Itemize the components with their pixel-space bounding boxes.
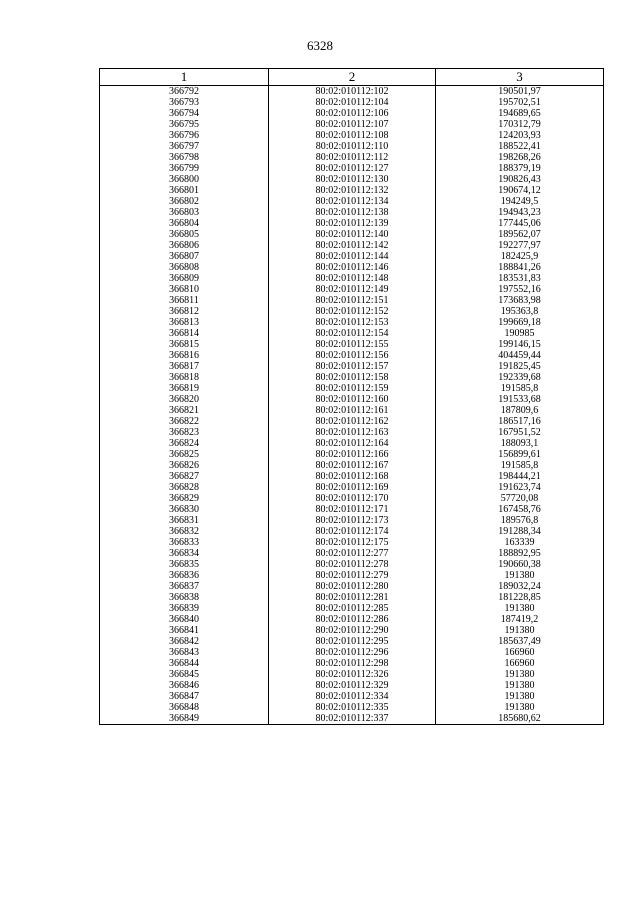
- value-cell: 189562,07: [436, 229, 604, 240]
- cadastral-number-cell: 80:02:010112:326: [269, 669, 436, 680]
- cadastral-number-cell: 80:02:010112:154: [269, 328, 436, 339]
- cadastral-number-cell: 80:02:010112:277: [269, 548, 436, 559]
- table-row: [100, 427, 604, 438]
- cadastral-number-cell: 80:02:010112:106: [269, 108, 436, 119]
- value-cell: 156899,61: [436, 449, 604, 460]
- data-table: [99, 68, 604, 725]
- table-row: [100, 240, 604, 251]
- cadastral-number-cell: 80:02:010112:279: [269, 570, 436, 581]
- table-row: [100, 372, 604, 383]
- table-row: [100, 570, 604, 581]
- cadastral-number-cell: 80:02:010112:138: [269, 207, 436, 218]
- cadastral-number-cell: 80:02:010112:110: [269, 141, 436, 152]
- cadastral-number-cell: 80:02:010112:127: [269, 163, 436, 174]
- table-row: [100, 152, 604, 163]
- value-cell: 191380: [436, 625, 604, 636]
- row-number-cell: 366846: [100, 680, 269, 691]
- cadastral-number-cell: 80:02:010112:335: [269, 702, 436, 713]
- cadastral-number-cell: 80:02:010112:144: [269, 251, 436, 262]
- table-row: [100, 339, 604, 350]
- cadastral-number-cell: 80:02:010112:164: [269, 438, 436, 449]
- row-number-cell: 366796: [100, 130, 269, 141]
- table-row: [100, 405, 604, 416]
- value-cell: 167951,52: [436, 427, 604, 438]
- row-number-cell: 366834: [100, 548, 269, 559]
- row-number-cell: 366809: [100, 273, 269, 284]
- table-row: [100, 262, 604, 273]
- table-row: [100, 251, 604, 262]
- table-row: [100, 537, 604, 548]
- value-cell: 188892,95: [436, 548, 604, 559]
- value-cell: 191585,8: [436, 383, 604, 394]
- row-number-cell: 366839: [100, 603, 269, 614]
- row-number-cell: 366841: [100, 625, 269, 636]
- table-row: [100, 97, 604, 108]
- value-cell: 185680,62: [436, 713, 604, 725]
- value-cell: 167458,76: [436, 504, 604, 515]
- cadastral-number-cell: 80:02:010112:112: [269, 152, 436, 163]
- row-number-cell: 366797: [100, 141, 269, 152]
- cadastral-number-cell: 80:02:010112:298: [269, 658, 436, 669]
- row-number-cell: 366830: [100, 504, 269, 515]
- row-number-cell: 366847: [100, 691, 269, 702]
- row-number-cell: 366825: [100, 449, 269, 460]
- row-number-cell: 366833: [100, 537, 269, 548]
- cadastral-number-cell: 80:02:010112:148: [269, 273, 436, 284]
- table-row: [100, 119, 604, 130]
- value-cell: 173683,98: [436, 295, 604, 306]
- value-cell: 189576,8: [436, 515, 604, 526]
- column-header-1: 1: [100, 69, 269, 86]
- cadastral-number-cell: 80:02:010112:161: [269, 405, 436, 416]
- table-row: [100, 515, 604, 526]
- table-row: [100, 350, 604, 361]
- row-number-cell: 366827: [100, 471, 269, 482]
- value-cell: 191380: [436, 702, 604, 713]
- row-number-cell: 366811: [100, 295, 269, 306]
- table-row: [100, 493, 604, 504]
- table-header-row: [100, 69, 604, 86]
- table-row: [100, 504, 604, 515]
- cadastral-number-cell: 80:02:010112:170: [269, 493, 436, 504]
- row-number-cell: 366818: [100, 372, 269, 383]
- row-number-cell: 366808: [100, 262, 269, 273]
- table-row: [100, 196, 604, 207]
- table-row: [100, 691, 604, 702]
- table-row: [100, 680, 604, 691]
- row-number-cell: 366837: [100, 581, 269, 592]
- table-row: [100, 229, 604, 240]
- row-number-cell: 366794: [100, 108, 269, 119]
- cadastral-number-cell: 80:02:010112:102: [269, 86, 436, 98]
- row-number-cell: 366819: [100, 383, 269, 394]
- row-number-cell: 366800: [100, 174, 269, 185]
- cadastral-number-cell: 80:02:010112:167: [269, 460, 436, 471]
- cadastral-number-cell: 80:02:010112:168: [269, 471, 436, 482]
- table-row: [100, 548, 604, 559]
- cadastral-number-cell: 80:02:010112:281: [269, 592, 436, 603]
- table-row: [100, 185, 604, 196]
- row-number-cell: 366836: [100, 570, 269, 581]
- cadastral-number-cell: 80:02:010112:130: [269, 174, 436, 185]
- table-row: [100, 559, 604, 570]
- table-row: [100, 361, 604, 372]
- table-row: [100, 416, 604, 427]
- row-number-cell: 366807: [100, 251, 269, 262]
- cadastral-number-cell: 80:02:010112:173: [269, 515, 436, 526]
- table-row: [100, 449, 604, 460]
- value-cell: 185637,49: [436, 636, 604, 647]
- cadastral-number-cell: 80:02:010112:153: [269, 317, 436, 328]
- table-row: [100, 713, 604, 725]
- value-cell: 189032,24: [436, 581, 604, 592]
- table-row: [100, 86, 604, 98]
- row-number-cell: 366832: [100, 526, 269, 537]
- value-cell: 190660,38: [436, 559, 604, 570]
- value-cell: 57720,08: [436, 493, 604, 504]
- value-cell: 191380: [436, 570, 604, 581]
- table-row: [100, 702, 604, 713]
- table-row: [100, 669, 604, 680]
- table-row: [100, 284, 604, 295]
- value-cell: 177445,06: [436, 218, 604, 229]
- value-cell: 183531,83: [436, 273, 604, 284]
- row-number-cell: 366817: [100, 361, 269, 372]
- table-row: [100, 614, 604, 625]
- cadastral-number-cell: 80:02:010112:146: [269, 262, 436, 273]
- cadastral-number-cell: 80:02:010112:166: [269, 449, 436, 460]
- row-number-cell: 366806: [100, 240, 269, 251]
- value-cell: 191380: [436, 669, 604, 680]
- value-cell: 191533,68: [436, 394, 604, 405]
- row-number-cell: 366842: [100, 636, 269, 647]
- cadastral-number-cell: 80:02:010112:152: [269, 306, 436, 317]
- cadastral-number-cell: 80:02:010112:158: [269, 372, 436, 383]
- row-number-cell: 366849: [100, 713, 269, 725]
- value-cell: 191380: [436, 603, 604, 614]
- row-number-cell: 366816: [100, 350, 269, 361]
- cadastral-number-cell: 80:02:010112:337: [269, 713, 436, 725]
- value-cell: 194689,65: [436, 108, 604, 119]
- cadastral-number-cell: 80:02:010112:159: [269, 383, 436, 394]
- cadastral-number-cell: 80:02:010112:155: [269, 339, 436, 350]
- row-number-cell: 366822: [100, 416, 269, 427]
- cadastral-number-cell: 80:02:010112:290: [269, 625, 436, 636]
- table-row: [100, 625, 604, 636]
- cadastral-number-cell: 80:02:010112:329: [269, 680, 436, 691]
- cadastral-number-cell: 80:02:010112:285: [269, 603, 436, 614]
- cadastral-number-cell: 80:02:010112:160: [269, 394, 436, 405]
- row-number-cell: 366824: [100, 438, 269, 449]
- row-number-cell: 366802: [100, 196, 269, 207]
- cadastral-number-cell: 80:02:010112:280: [269, 581, 436, 592]
- row-number-cell: 366815: [100, 339, 269, 350]
- row-number-cell: 366820: [100, 394, 269, 405]
- table-row: [100, 174, 604, 185]
- row-number-cell: 366826: [100, 460, 269, 471]
- row-number-cell: 366844: [100, 658, 269, 669]
- row-number-cell: 366814: [100, 328, 269, 339]
- value-cell: 191623,74: [436, 482, 604, 493]
- table-row: [100, 636, 604, 647]
- cadastral-number-cell: 80:02:010112:104: [269, 97, 436, 108]
- value-cell: 166960: [436, 658, 604, 669]
- table-row: [100, 658, 604, 669]
- cadastral-number-cell: 80:02:010112:334: [269, 691, 436, 702]
- cadastral-number-cell: 80:02:010112:107: [269, 119, 436, 130]
- value-cell: 166960: [436, 647, 604, 658]
- value-cell: 170312,79: [436, 119, 604, 130]
- cadastral-number-cell: 80:02:010112:296: [269, 647, 436, 658]
- table-row: [100, 108, 604, 119]
- page-number: 6328: [307, 38, 333, 53]
- value-cell: 187809,6: [436, 405, 604, 416]
- row-number-cell: 366845: [100, 669, 269, 680]
- row-number-cell: 366823: [100, 427, 269, 438]
- cadastral-number-cell: 80:02:010112:142: [269, 240, 436, 251]
- value-cell: 198444,21: [436, 471, 604, 482]
- row-number-cell: 366795: [100, 119, 269, 130]
- cadastral-number-cell: 80:02:010112:163: [269, 427, 436, 438]
- cadastral-number-cell: 80:02:010112:156: [269, 350, 436, 361]
- value-cell: 192339,68: [436, 372, 604, 383]
- value-cell: 163339: [436, 537, 604, 548]
- row-number-cell: 366804: [100, 218, 269, 229]
- cadastral-number-cell: 80:02:010112:157: [269, 361, 436, 372]
- value-cell: 190501,97: [436, 86, 604, 98]
- cadastral-number-cell: 80:02:010112:175: [269, 537, 436, 548]
- row-number-cell: 366838: [100, 592, 269, 603]
- cadastral-number-cell: 80:02:010112:134: [269, 196, 436, 207]
- table-body: [100, 86, 604, 725]
- row-number-cell: 366840: [100, 614, 269, 625]
- table-row: [100, 163, 604, 174]
- row-number-cell: 366813: [100, 317, 269, 328]
- table-row: [100, 383, 604, 394]
- value-cell: 190826,43: [436, 174, 604, 185]
- cadastral-number-cell: 80:02:010112:286: [269, 614, 436, 625]
- column-header-3: 3: [436, 69, 604, 86]
- row-number-cell: 366812: [100, 306, 269, 317]
- cadastral-number-cell: 80:02:010112:151: [269, 295, 436, 306]
- row-number-cell: 366835: [100, 559, 269, 570]
- table-row: [100, 141, 604, 152]
- cadastral-number-cell: 80:02:010112:132: [269, 185, 436, 196]
- value-cell: 191825,45: [436, 361, 604, 372]
- value-cell: 199146,15: [436, 339, 604, 350]
- table-row: [100, 460, 604, 471]
- value-cell: 182425,9: [436, 251, 604, 262]
- value-cell: 186517,16: [436, 416, 604, 427]
- row-number-cell: 366798: [100, 152, 269, 163]
- table-row: [100, 647, 604, 658]
- table-row: [100, 295, 604, 306]
- row-number-cell: 366848: [100, 702, 269, 713]
- value-cell: 181228,85: [436, 592, 604, 603]
- value-cell: 188841,26: [436, 262, 604, 273]
- value-cell: 194943,23: [436, 207, 604, 218]
- table-row: [100, 394, 604, 405]
- cadastral-number-cell: 80:02:010112:174: [269, 526, 436, 537]
- table-row: [100, 130, 604, 141]
- value-cell: 197552,16: [436, 284, 604, 295]
- table-row: [100, 482, 604, 493]
- row-number-cell: 366799: [100, 163, 269, 174]
- row-number-cell: 366801: [100, 185, 269, 196]
- cadastral-number-cell: 80:02:010112:171: [269, 504, 436, 515]
- value-cell: 188093,1: [436, 438, 604, 449]
- table-row: [100, 471, 604, 482]
- table-row: [100, 273, 604, 284]
- row-number-cell: 366821: [100, 405, 269, 416]
- table-row: [100, 317, 604, 328]
- row-number-cell: 366828: [100, 482, 269, 493]
- cadastral-number-cell: 80:02:010112:108: [269, 130, 436, 141]
- row-number-cell: 366843: [100, 647, 269, 658]
- table-row: [100, 526, 604, 537]
- value-cell: 190985: [436, 328, 604, 339]
- cadastral-number-cell: 80:02:010112:140: [269, 229, 436, 240]
- table-row: [100, 603, 604, 614]
- value-cell: 195363,8: [436, 306, 604, 317]
- value-cell: 404459,44: [436, 350, 604, 361]
- value-cell: 191288,34: [436, 526, 604, 537]
- cadastral-number-cell: 80:02:010112:295: [269, 636, 436, 647]
- value-cell: 124203,93: [436, 130, 604, 141]
- value-cell: 191585,8: [436, 460, 604, 471]
- value-cell: 199669,18: [436, 317, 604, 328]
- value-cell: 188522,41: [436, 141, 604, 152]
- value-cell: 187419,2: [436, 614, 604, 625]
- row-number-cell: 366831: [100, 515, 269, 526]
- cadastral-number-cell: 80:02:010112:149: [269, 284, 436, 295]
- table-row: [100, 306, 604, 317]
- row-number-cell: 366829: [100, 493, 269, 504]
- table-row: [100, 207, 604, 218]
- cadastral-number-cell: 80:02:010112:139: [269, 218, 436, 229]
- row-number-cell: 366803: [100, 207, 269, 218]
- value-cell: 192277,97: [436, 240, 604, 251]
- row-number-cell: 366805: [100, 229, 269, 240]
- value-cell: 198268,26: [436, 152, 604, 163]
- table-row: [100, 581, 604, 592]
- value-cell: 188379,19: [436, 163, 604, 174]
- table-row: [100, 218, 604, 229]
- table-row: [100, 438, 604, 449]
- value-cell: 195702,51: [436, 97, 604, 108]
- table-row: [100, 328, 604, 339]
- value-cell: 191380: [436, 680, 604, 691]
- cadastral-number-cell: 80:02:010112:169: [269, 482, 436, 493]
- row-number-cell: 366810: [100, 284, 269, 295]
- column-header-2: 2: [269, 69, 436, 86]
- table-row: [100, 592, 604, 603]
- value-cell: 194249,5: [436, 196, 604, 207]
- cadastral-number-cell: 80:02:010112:278: [269, 559, 436, 570]
- cadastral-number-cell: 80:02:010112:162: [269, 416, 436, 427]
- row-number-cell: 366793: [100, 97, 269, 108]
- value-cell: 190674,12: [436, 185, 604, 196]
- row-number-cell: 366792: [100, 86, 269, 98]
- value-cell: 191380: [436, 691, 604, 702]
